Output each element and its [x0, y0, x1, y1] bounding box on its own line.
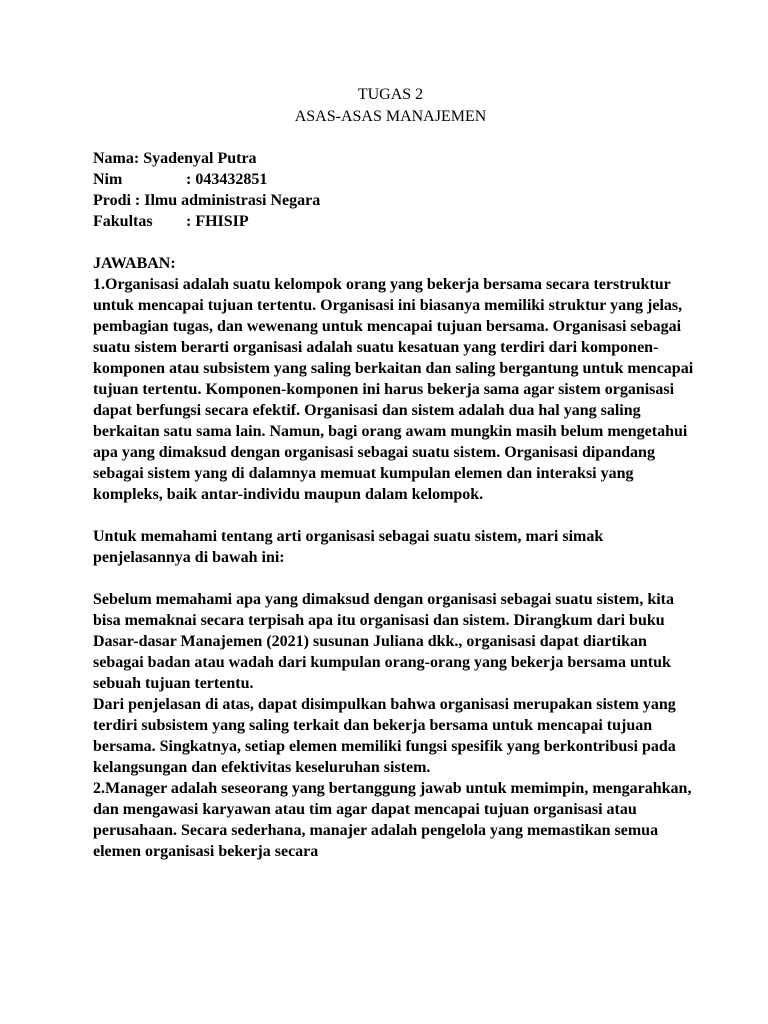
nim-value: : 043432851	[186, 171, 268, 188]
identity-name-row	[93, 148, 698, 169]
answer-paragraph-1: 1.Organisasi adalah suatu kelompok orang yang bekerja bersama secara terstruktur untuk mencapai tujuan tertentu. Organisasi ini biasanya memiliki struktur yang jelas, pembagian tugas, dan wewenang untuk mencapai tujuan bersama. Organisasi sebagai suatu sistem berarti organisasi adalah suatu kesatuan yang terdiri dari komponen-komponen atau subsistem yang saling berkaitan dan saling bergantung untuk mencapai tujuan tertentu. Komponen-komponen ini harus bekerja sama agar sistem organisasi dapat berfungsi secara efektif. Organisasi dan sistem adalah dua hal yang saling berkaitan satu sama lain. Namun, bagi orang awam mungkin masih belum mengetahui apa yang dimaksud dengan organisasi sebagai suatu sistem. Organisasi dipandang sebagai sistem yang di dalamnya memuat kumpulan elemen dan interaksi yang kompleks, baik antar-individu maupun dalam kelompok.	[93, 276, 694, 503]
answer-paragraph-5: 2.Manager adalah seseorang yang bertanggung jawab untuk memimpin, mengarahkan, dan mengawasi karyawan atau tim agar dapat mencapai tujuan organisasi atau perusahaan. Secara sederhana, manajer adalah pengelola yang memastikan semua elemen organisasi bekerja secara	[93, 780, 692, 860]
nim-label: Nim	[93, 171, 123, 188]
answer-heading: JAWABAN:	[93, 255, 176, 272]
answer-section	[93, 253, 698, 862]
identity-prodi-row	[93, 190, 698, 211]
title-line-2: ASAS-ASAS MANAJEMEN	[294, 107, 487, 125]
document-title	[83, 84, 698, 127]
answer-paragraph-4: Dari penjelasan di atas, dapat disimpulkan bahwa organisasi merupakan sistem yang terdiri subsistem yang saling terkait dan bekerja bersama untuk mencapai tujuan bersama. Singkatnya, setiap elemen memiliki fungsi spesifik yang berkontribusi pada kelangsungan dan efektivitas keseluruhan sistem.	[93, 696, 676, 776]
student-identity	[93, 148, 698, 232]
identity-name: Nama: Syadenyal Putra	[93, 150, 257, 167]
identity-nim-row	[93, 169, 698, 190]
title-line-1: TUGAS 2	[357, 86, 424, 103]
identity-fakultas-row	[93, 211, 698, 232]
answer-paragraph-3: Sebelum memahami apa yang dimaksud dengan organisasi sebagai suatu sistem, kita bisa memaknai secara terpisah apa itu organisasi dan sistem. Dirangkum dari buku Dasar-dasar Manajemen (2021) susunan Juliana dkk., organisasi dapat diartikan sebagai badan atau wadah dari kumpulan orang-orang yang bekerja bersama untuk sebuah tujuan tertentu.	[93, 591, 674, 692]
identity-prodi: Prodi : Ilmu administrasi Negara	[93, 192, 321, 209]
answer-paragraph-2: Untuk memahami tentang arti organisasi sebagai suatu sistem, mari simak penjelasannya di bawah ini:	[93, 528, 604, 566]
fakultas-value: : FHISIP	[186, 213, 249, 230]
fakultas-label: Fakultas	[93, 213, 153, 230]
